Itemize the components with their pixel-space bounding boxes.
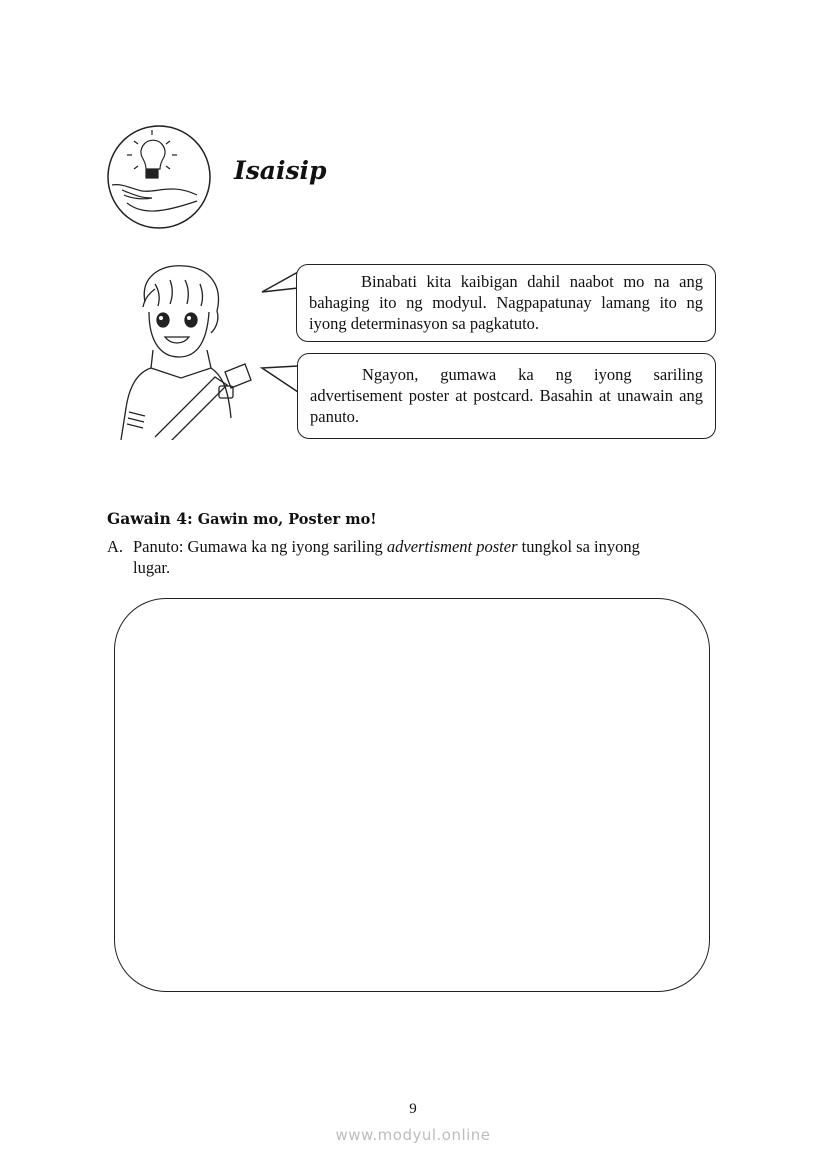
student-character-illustration bbox=[115, 262, 265, 440]
section-title: Isaisip bbox=[234, 156, 327, 185]
activity-title: Gawin mo, Poster mo! bbox=[197, 511, 377, 528]
instruction-continuation: lugar. bbox=[133, 558, 171, 577]
lightbulb-hand-icon bbox=[107, 125, 211, 229]
instruction-text-after: tungkol sa inyong bbox=[517, 537, 640, 556]
speech-bubble-greeting: Binabati kita kaibigan dahil naabot mo na ang bahaging ito ng modyul. Nagpapatunay lamang ito ng iyong determinasyon sa pagkatuto. bbox=[296, 264, 716, 342]
speech-bubble-instruction: Ngayon, gumawa ka ng iyong sariling advertisement poster at postcard. Basahin at unawain ang panuto. bbox=[297, 353, 716, 439]
speech-bubble-tail bbox=[258, 362, 302, 402]
instruction-text: Panuto: Gumawa ka ng iyong sariling bbox=[133, 537, 387, 556]
activity-label: Gawain 4: bbox=[107, 509, 193, 528]
watermark: www.modyul.online bbox=[335, 1126, 491, 1144]
instruction-italic: advertisment poster bbox=[386, 537, 518, 556]
page-number: 9 bbox=[409, 1101, 417, 1117]
activity-instruction bbox=[107, 536, 727, 578]
item-label: A. bbox=[107, 537, 124, 556]
poster-drawing-area bbox=[114, 598, 710, 992]
activity-heading bbox=[107, 509, 377, 528]
